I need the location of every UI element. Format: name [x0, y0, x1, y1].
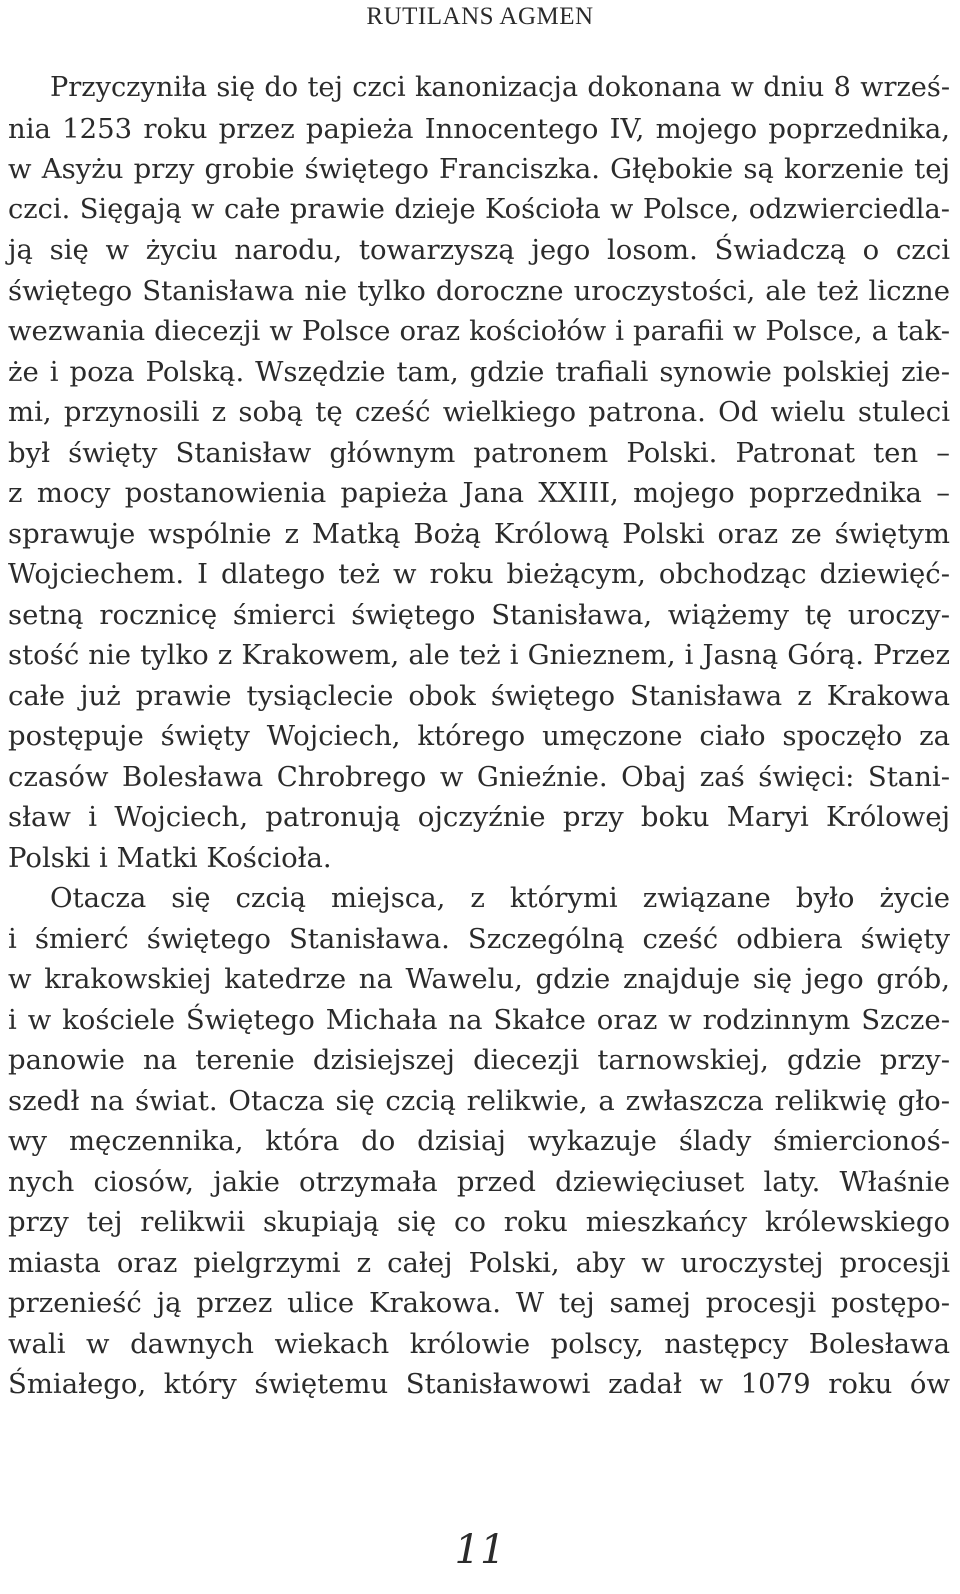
text-line: Przyczyniła się do tej czci kanonizacja dokonana w dniu 8 wrześ- [50, 72, 950, 103]
text-line: Śmiałego, który świętemu Stanisławowi zadał w 1079 roku ów [8, 1368, 950, 1400]
text-line: mi, przynosili z sobą tę cześć wielkiego patrona. Od wielu stuleci [8, 396, 950, 428]
text-line: i w kościele Świętego Michała na Skałce oraz w rodzinnym Szcze- [8, 1003, 950, 1036]
paragraph-1 [8, 68, 950, 878]
text-line: szedł na świat. Otacza się czcią relikwie, a zwłaszcza relikwię gło- [8, 1084, 950, 1117]
text-line: ją się w życiu narodu, towarzyszą jego losom. Świadczą o czci [8, 234, 950, 266]
text-line: wali w dawnych wiekach królowie polscy, następcy Bolesława [8, 1327, 950, 1360]
text-line: postępuje święty Wojciech, którego umęczone ciało spoczęło za [8, 720, 950, 752]
text-line: setną rocznicę śmierci świętego Stanisława, wiążemy tę uroczy- [8, 598, 950, 631]
text-line: przy tej relikwii skupiają się co roku mieszkańcy królewskiego [8, 1206, 950, 1238]
text-line: że i poza Polską. Wszędzie tam, gdzie trafiali synowie polskiej zie- [8, 355, 950, 388]
text-line: i śmierć świętego Stanisława. Szczególną cześć odbiera święty [8, 922, 950, 955]
text-line: wy męczennika, która do dzisiaj wykazuje ślady śmiercionoś- [8, 1125, 950, 1157]
text-line: czasów Bolesława Chrobrego w Gnieźnie. Obaj zaś święci: Stani- [8, 760, 950, 793]
text-line: w Asyżu przy grobie świętego Franciszka. Głębokie są korzenie tej [8, 153, 950, 185]
text-line: Otacza się czcią miejsca, z którymi związane było życie [50, 882, 950, 914]
text-line: był święty Stanisław głównym patronem Polski. Patronat ten – [8, 436, 950, 469]
body-text [8, 68, 950, 1405]
text-line: nych ciosów, jakie otrzymała przed dziewięciuset laty. Właśnie [8, 1165, 950, 1198]
text-line: Polski i Matki Kościoła. [8, 841, 332, 874]
text-line: nia 1253 roku przez papieża Innocentego IV, mojego poprzednika, [8, 112, 950, 145]
text-line: z mocy postanowienia papieża Jana XXIII, mojego poprzednika – [8, 477, 950, 509]
text-line: sław i Wojciech, patronują ojczyźnie przy boku Maryi Królowej [8, 801, 950, 833]
page-number: 11 [454, 1527, 506, 1573]
text-line: czci. Sięgają w całe prawie dzieje Kościoła w Polsce, odzwierciedla- [8, 193, 950, 225]
text-line: przenieść ją przez ulice Krakowa. W tej samej procesji postępo- [8, 1287, 950, 1319]
text-line: stość nie tylko z Krakowem, ale też i Gnieznem, i Jasną Górą. Przez [8, 639, 950, 671]
text-line: miasta oraz pielgrzymi z całej Polski, aby w uroczystej procesji [8, 1246, 950, 1279]
running-head: RUTILANS AGMEN [366, 3, 594, 30]
text-line: sprawuje wspólnie z Matką Bożą Królową Polski oraz ze świętym [8, 517, 950, 550]
text-line: wezwania diecezji w Polsce oraz kościołów i parafii w Polsce, a tak- [8, 315, 950, 347]
text-line: panowie na terenie dzisiejszej diecezji tarnowskiej, gdzie przy- [8, 1044, 950, 1076]
paragraph-2 [8, 878, 950, 1405]
text-line: całe już prawie tysiąclecie obok świętego Stanisława z Krakowa [8, 679, 950, 712]
text-line: świętego Stanisława nie tylko doroczne uroczystości, ale też liczne [8, 274, 950, 307]
text-line: Wojciechem. I dlatego też w roku bieżącym, obchodząc dziewięć- [8, 558, 950, 590]
text-line: w krakowskiej katedrze na Wawelu, gdzie znajduje się jego grób, [8, 963, 950, 995]
